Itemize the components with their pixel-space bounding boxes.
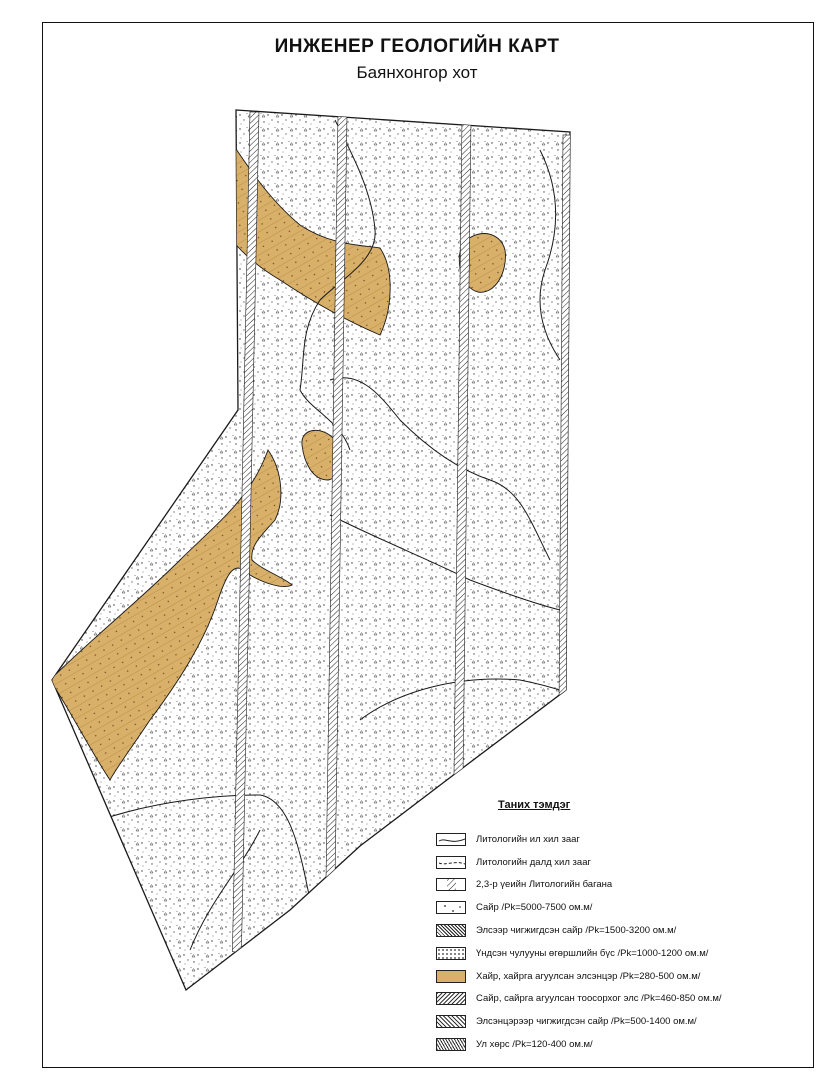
legend-label: Үндсэн чулууны өгөршлийн бүс /Pk=1000-1200 ом.м/ bbox=[476, 947, 709, 959]
legend-label: Сайр /Pk=5000-7500 ом.м/ bbox=[476, 902, 593, 914]
map-title: ИНЖЕНЕР ГЕОЛОГИЙН КАРТ bbox=[274, 36, 560, 57]
legend-label: Литологийн далд хил зааг bbox=[476, 856, 591, 868]
legend-label: Литологийн ил хил зааг bbox=[476, 833, 580, 845]
legend-heading: Таних тэмдэг bbox=[498, 799, 571, 811]
legend-label: Сайр, сайрга агуулсан тоосорхог элс /Pk=460-850 ом.м/ bbox=[476, 993, 722, 1005]
legend-item bbox=[436, 896, 806, 919]
legend-item bbox=[436, 1033, 806, 1056]
weathering-zone-icon bbox=[436, 947, 466, 960]
legend-label: Хайр, хайрга агуулсан элсэнцэр /Pk=280-500 ом.м/ bbox=[476, 970, 701, 982]
gravel-dots-icon bbox=[436, 901, 466, 914]
legend-item bbox=[436, 851, 806, 874]
dusty-sand-icon bbox=[436, 992, 466, 1005]
loam-filled-gravel-icon bbox=[436, 1015, 466, 1028]
lithology-column-icon bbox=[436, 878, 466, 891]
hidden-boundary-line-icon bbox=[436, 856, 466, 869]
legend-label: Элсэнцэрээр чигжигдсэн сайр /Pk=500-1400 ом.м/ bbox=[476, 1016, 697, 1028]
pebble-sandy-loam-icon bbox=[436, 970, 466, 983]
legend-item bbox=[436, 828, 806, 851]
legend-label: Ул хөрс /Pk=120-400 ом.м/ bbox=[476, 1039, 593, 1051]
map-subtitle: Баянхонгор хот bbox=[356, 63, 478, 82]
legend-item bbox=[436, 965, 806, 988]
legend-label: 2,3-р үеийн Литологийн багана bbox=[476, 879, 613, 891]
legend-item bbox=[436, 942, 806, 965]
legend-item bbox=[436, 919, 806, 942]
legend-item bbox=[436, 1010, 806, 1033]
legend-item bbox=[436, 988, 806, 1011]
subsoil-hatch-icon bbox=[436, 1038, 466, 1051]
legend bbox=[436, 828, 806, 1056]
legend-label: Элсээр чигжигдсэн сайр /Pk=1500-3200 ом.м/ bbox=[476, 925, 677, 937]
solid-boundary-line-icon bbox=[436, 833, 466, 846]
sand-filled-gravel-icon bbox=[436, 924, 466, 937]
legend-item bbox=[436, 874, 806, 897]
